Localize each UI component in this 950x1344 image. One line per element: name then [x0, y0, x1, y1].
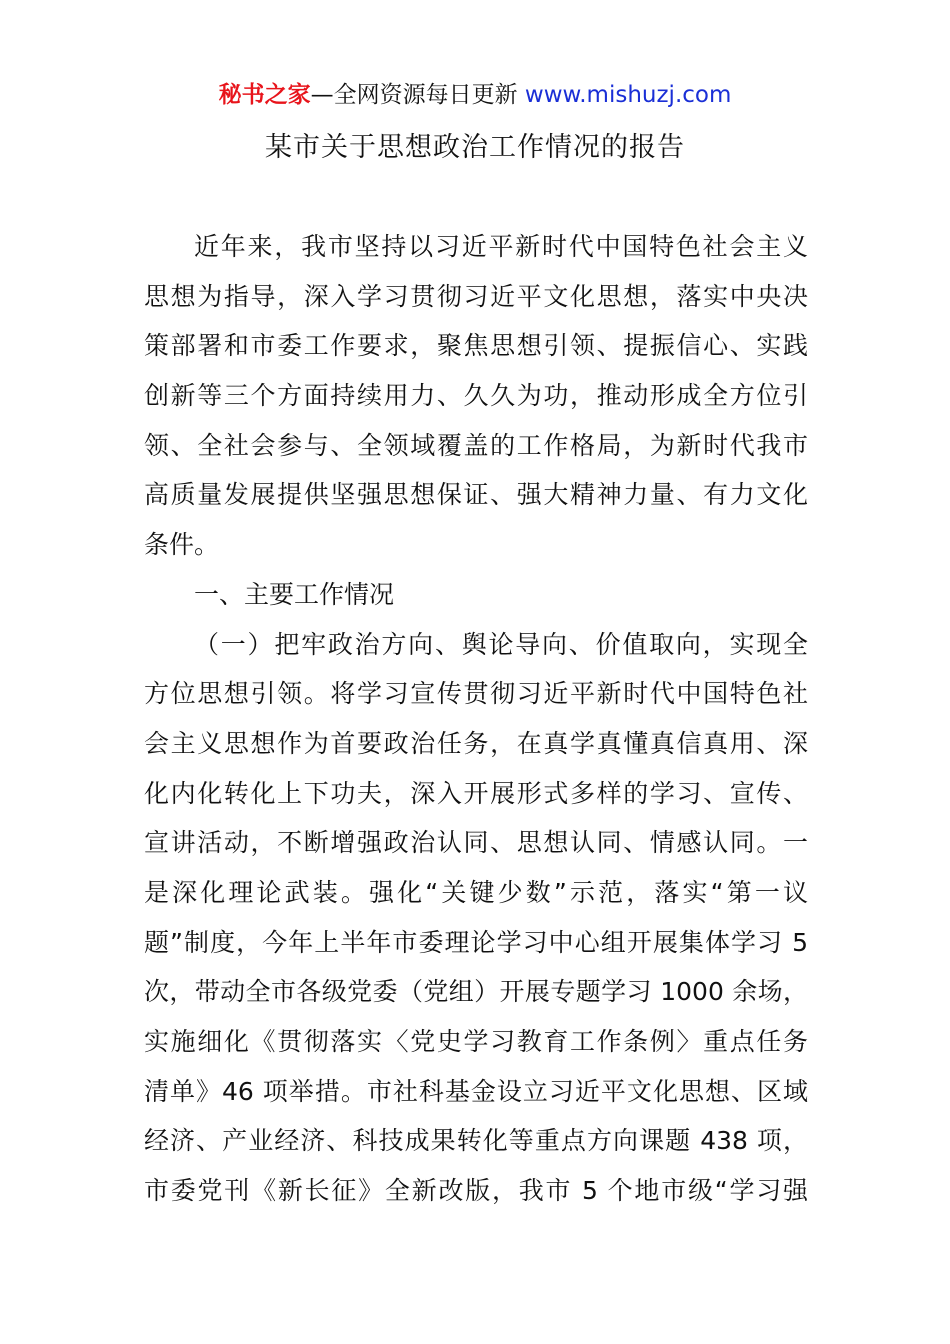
- paragraph-line: 宣讲活动，不断增强政治认同、思想认同、情感认同。一: [144, 828, 808, 858]
- paragraph-line: 会主义思想作为首要政治任务，在真学真懂真信真用、深: [144, 728, 808, 758]
- site-tagline: —全网资源每日更新: [310, 82, 518, 108]
- paragraph-line: 次，带动全市各级党委（党组）开展专题学习 1000 余场，: [144, 977, 808, 1007]
- site-url-link[interactable]: www.mishuzj.com: [524, 82, 732, 108]
- document-title: 某市关于思想政治工作情况的报告: [265, 132, 685, 163]
- paragraph-line: 实施细化《贯彻落实〈党史学习教育工作条例〉重点任务: [144, 1027, 808, 1056]
- paragraph-line: 方位思想引领。将学习宣传贯彻习近平新时代中国特色社: [144, 679, 808, 709]
- paragraph-line: 清单》46 项举措。市社科基金设立习近平文化思想、区域: [144, 1076, 808, 1106]
- paragraph-line: 领、全社会参与、全领域覆盖的工作格局，为新时代我市: [144, 430, 808, 460]
- site-brand: 秘书之家: [218, 82, 311, 108]
- paragraph-line: 经济、产业经济、科技成果转化等重点方向课题 438 项，: [144, 1126, 808, 1156]
- subsection-heading-line: （一）把牢政治方向、舆论导向、价值取向，实现全: [194, 629, 808, 659]
- paragraph-line: 高质量发展提供坚强思想保证、强大精神力量、有力文化: [144, 480, 808, 510]
- paragraph-line: 创新等三个方面持续用力、久久为功，推动形成全方位引: [144, 381, 808, 411]
- paragraph-line: 化内化转化上下功夫，深入开展形式多样的学习、宣传、: [144, 778, 808, 808]
- site-header: [0, 78, 950, 112]
- paragraph-line: 思想为指导，深入学习贯彻习近平文化思想，落实中央决: [144, 281, 808, 311]
- paragraph-line: 条件。: [144, 530, 220, 560]
- paragraph-line: 近年来，我市坚持以习近平新时代中国特色社会主义: [194, 232, 808, 261]
- section-heading: 一、主要工作情况: [194, 579, 395, 609]
- paragraph-line: 是深化理论武装。强化“关键少数”示范，落实“第一议: [144, 877, 808, 907]
- paragraph-line: 题”制度，今年上半年市委理论学习中心组开展集体学习 5: [144, 927, 808, 957]
- paragraph-line: 市委党刊《新长征》全新改版，我市 5 个地市级“学习强: [144, 1176, 808, 1206]
- document-body: [144, 222, 808, 1216]
- paragraph-line: 策部署和市委工作要求，聚焦思想引领、提振信心、实践: [144, 331, 808, 361]
